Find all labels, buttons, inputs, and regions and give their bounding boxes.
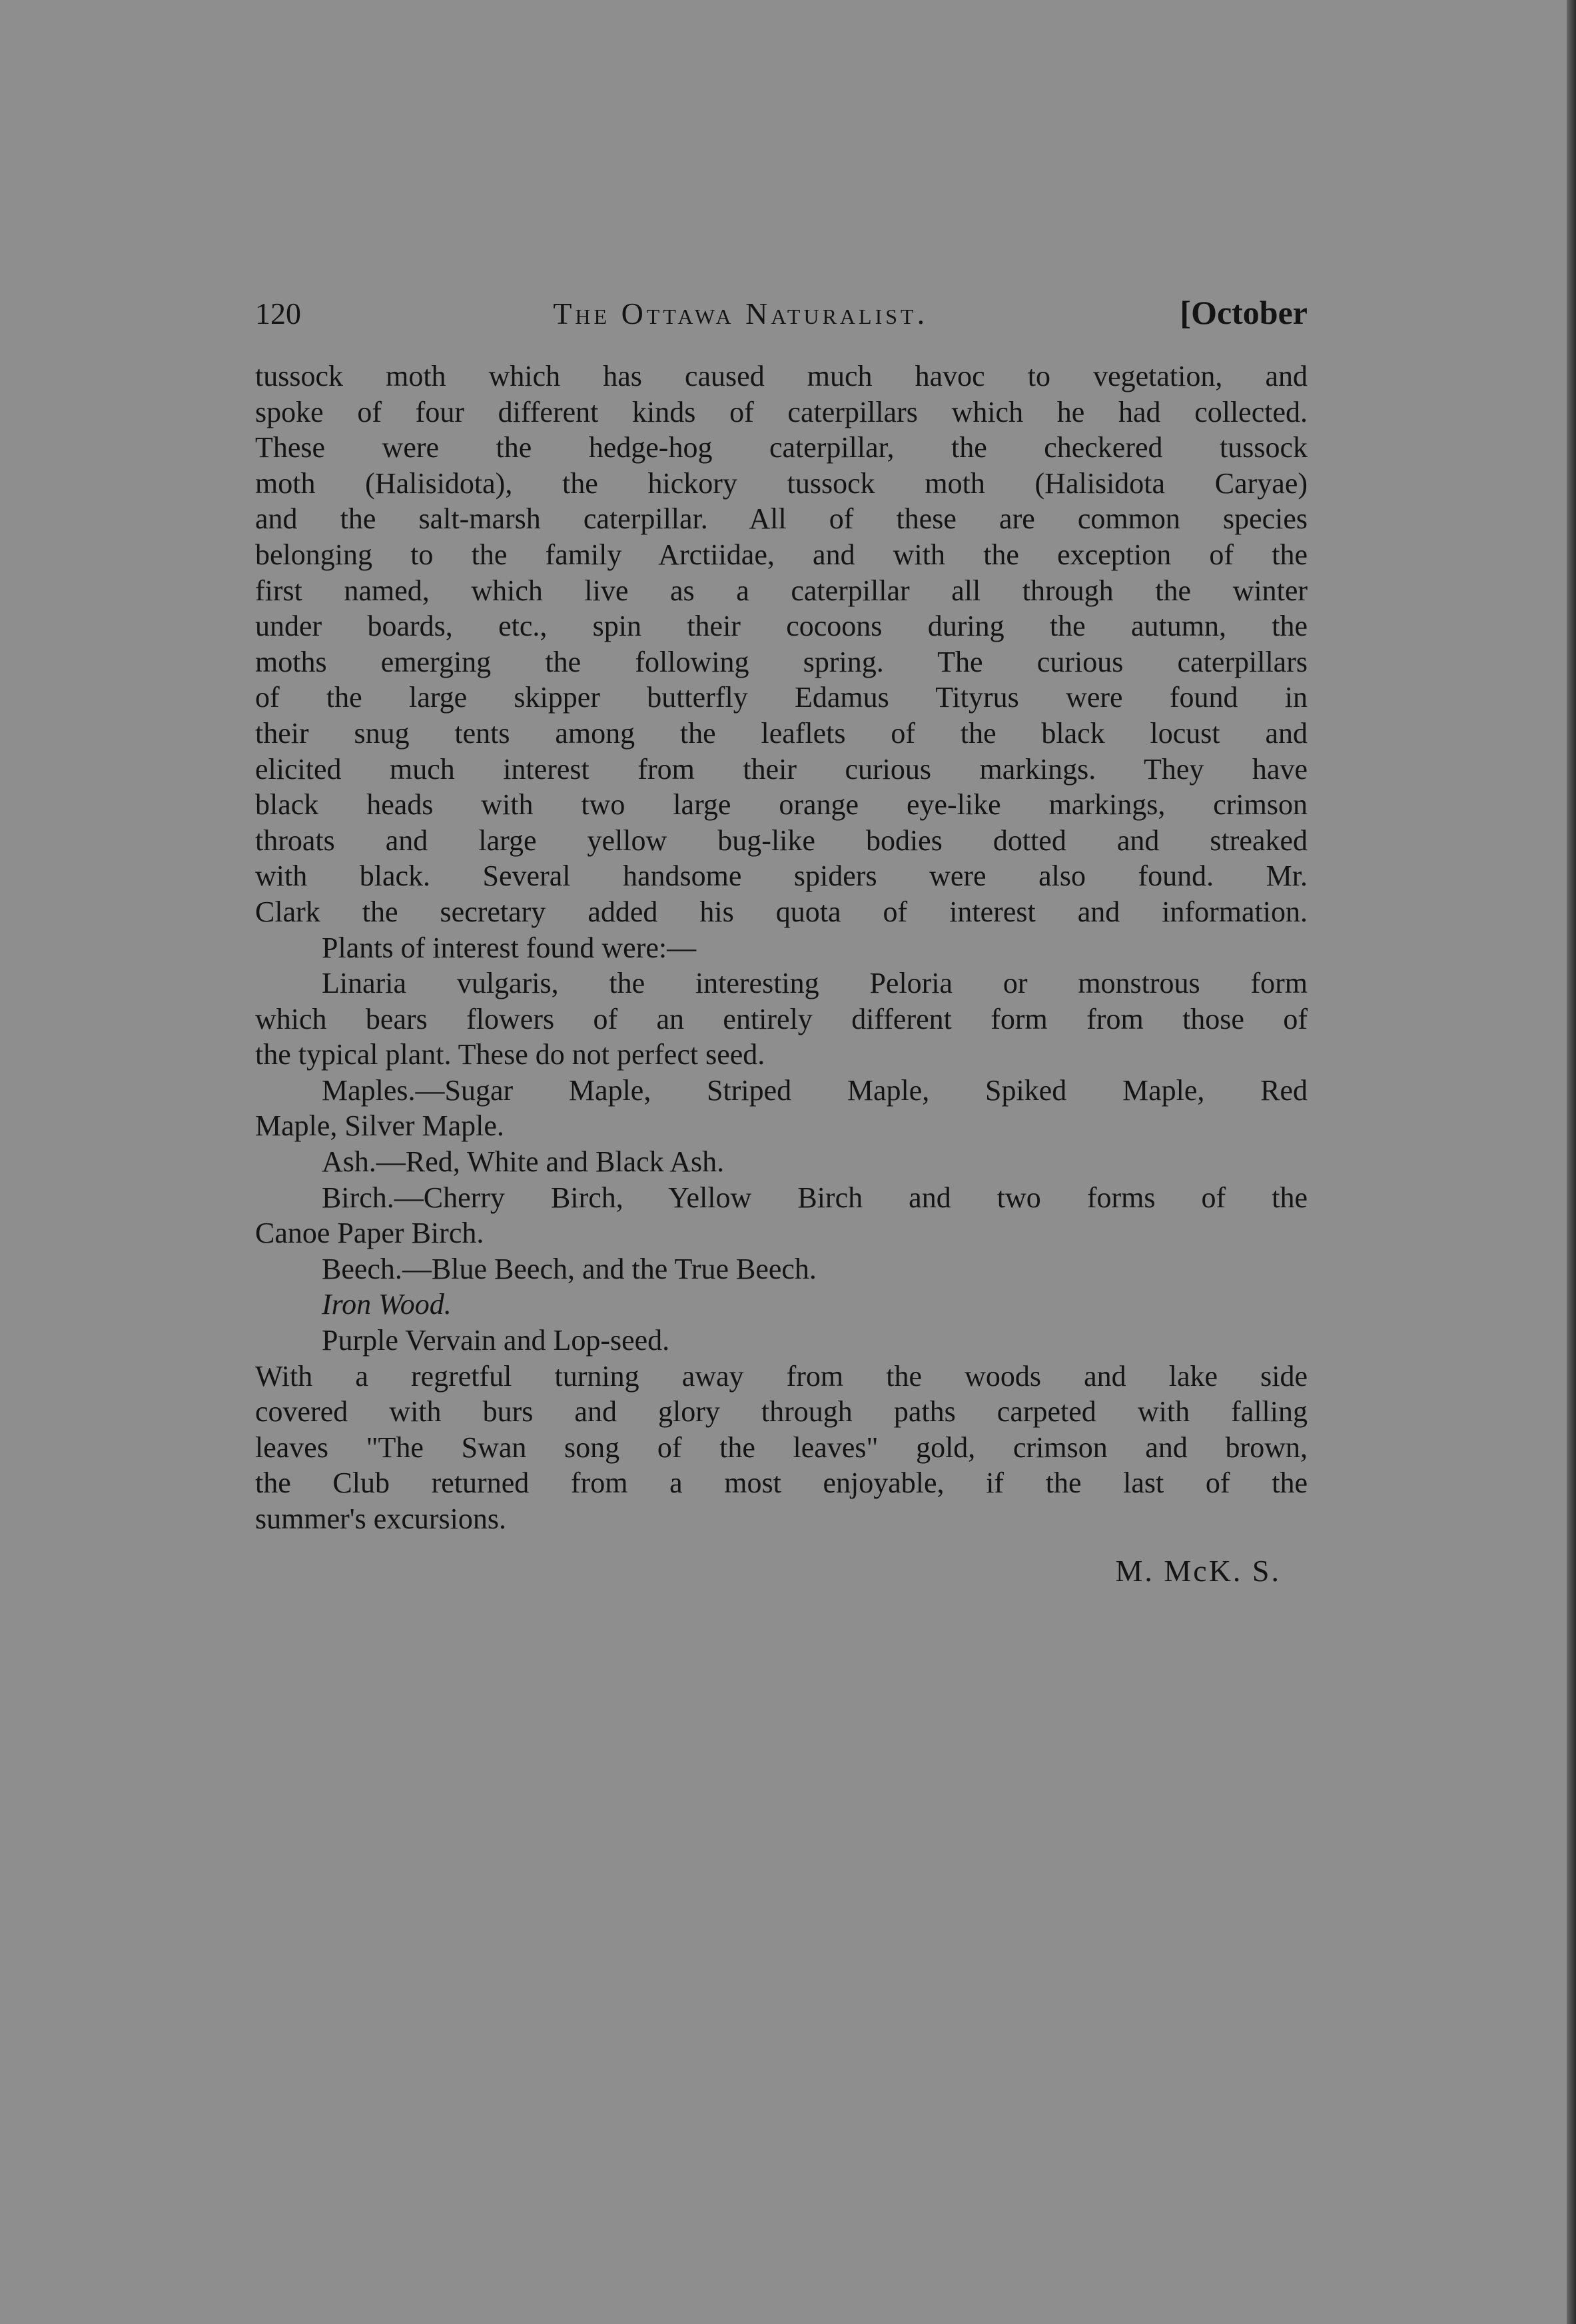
- text-line: throats and large yellow bug-like bodies dotted and streaked: [255, 824, 1308, 857]
- document-page: [255, 293, 1308, 1588]
- text-line: first named, which live as a caterpillar all through the winter: [255, 574, 1308, 607]
- entry-ash: Ash.—Red, White and Black Ash.: [322, 1145, 725, 1179]
- text-line: tussock moth which has caused much havoc to vegetation, and: [255, 360, 1308, 392]
- text-line: Birch.—Cherry Birch, Yellow Birch and two forms of the: [322, 1181, 1308, 1214]
- text-line: which bears flowers of an entirely different form from those of: [255, 1002, 1308, 1035]
- text-line: belonging to the family Arctiidae, and with the exception of the: [255, 538, 1308, 571]
- text-line: Maple, Silver Maple.: [255, 1109, 504, 1143]
- issue-month: [October: [1180, 294, 1308, 331]
- text-line: of the large skipper butterfly Edamus Tityrus were found in: [255, 681, 1308, 714]
- text-line: moths emerging the following spring. The curious caterpillars: [255, 645, 1308, 678]
- entry-maples: [255, 1073, 1308, 1144]
- page-edge: [1567, 0, 1576, 2324]
- entry-vervain: Purple Vervain and Lop-seed.: [322, 1324, 670, 1357]
- text-line: with black. Several handsome spiders were also found. Mr.: [255, 860, 1308, 893]
- text-line: With a regretful turning away from the woods and lake side: [255, 1359, 1308, 1393]
- author-signature: M. McK. S.: [1115, 1553, 1281, 1588]
- text-line: and the salt-marsh caterpillar. All of these are common species: [255, 502, 1308, 536]
- text-line: Clark the secretary added his quota of interest and information.: [255, 895, 1308, 928]
- text-line: black heads with two large orange eye-like markings, crimson: [255, 788, 1308, 822]
- text-line: covered with burs and glory through paths carpeted with falling: [255, 1395, 1308, 1429]
- page-number: 120: [255, 296, 301, 330]
- text-line: moth (Halisidota), the hickory tussock moth (Halisidota Caryae): [255, 466, 1308, 500]
- text-line: Linaria vulgaris, the interesting Peloria or monstrous form: [322, 967, 1308, 1000]
- article-body: [255, 358, 1308, 1588]
- running-header: [255, 293, 1308, 340]
- text-line: summer's excursions.: [255, 1502, 506, 1535]
- text-line: under boards, etc., spin their cocoons during the autumn, the: [255, 610, 1308, 643]
- journal-title: The Ottawa Naturalist.: [553, 296, 929, 330]
- text-line: spoke of four different kinds of caterpillars which he had collected.: [255, 395, 1308, 428]
- paragraph-closing: [255, 1359, 1308, 1537]
- text-line: their snug tents among the leaflets of the black locust and: [255, 716, 1308, 750]
- text-line: the Club returned from a most enjoyable, if the last of the: [255, 1466, 1308, 1500]
- paragraph-caterpillars: [255, 358, 1308, 930]
- text-line: the typical plant. These do not perfect seed.: [255, 1038, 765, 1071]
- text-line: leaves "The Swan song of the leaves" gold, crimson and brown,: [255, 1431, 1308, 1464]
- text-line: Canoe Paper Birch.: [255, 1217, 484, 1250]
- entry-birch: [255, 1180, 1308, 1251]
- plants-intro: Plants of interest found were:—: [322, 931, 697, 964]
- entry-beech: Beech.—Blue Beech, and the True Beech.: [322, 1252, 817, 1285]
- entry-linaria: [255, 965, 1308, 1073]
- text-line: Maples.—Sugar Maple, Striped Maple, Spiked Maple, Red: [322, 1073, 1308, 1107]
- entry-iron-wood: Iron Wood.: [322, 1288, 452, 1321]
- text-line: These were the hedge-hog caterpillar, the checkered tussock: [255, 431, 1308, 464]
- text-line: elicited much interest from their curious markings. They have: [255, 752, 1308, 786]
